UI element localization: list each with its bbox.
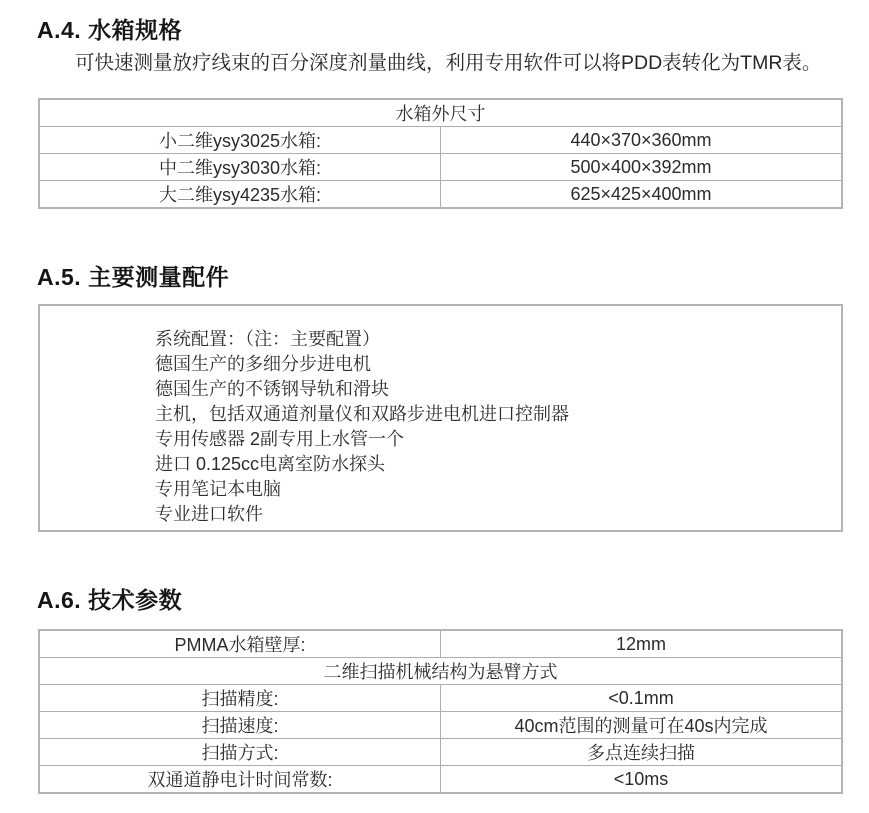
param-label-cell: 扫描精度: (39, 685, 441, 712)
tank-label-cell: 小二维ysy3025水箱: (39, 127, 441, 154)
param-value-cell: 多点连续扫描 (441, 739, 843, 766)
param-span-cell: 二维扫描机械结构为悬臂方式 (39, 658, 842, 685)
tank-value-cell: 440×370×360mm (441, 127, 843, 154)
param-value-cell: 40cm范围的测量可在40s内完成 (441, 712, 843, 739)
param-label-cell: 扫描方式: (39, 739, 441, 766)
table-header-cell: 水箱外尺寸 (39, 99, 842, 127)
table-row (39, 712, 842, 739)
section-heading-a5: A.5. 主要测量配件 (37, 264, 230, 290)
tank-label-cell: 中二维ysy3030水箱: (39, 154, 441, 181)
table-row (39, 154, 842, 181)
param-label-cell: 扫描速度: (39, 712, 441, 739)
table-row (39, 739, 842, 766)
list-item: 进口 0.125cc电离室防水探头 (155, 454, 386, 474)
table-header-row (39, 99, 842, 127)
list-item: 专业进口软件 (155, 504, 263, 524)
accessories-config-box (38, 304, 843, 532)
table-row (39, 630, 842, 658)
tank-value-cell: 500×400×392mm (441, 154, 843, 181)
table-row (39, 181, 842, 209)
list-item: 主机，包括双通道剂量仪和双路步进电机进口控制器 (155, 404, 569, 424)
tank-dimensions-table (38, 98, 843, 209)
table-row (39, 127, 842, 154)
list-item: 专用传感器 2副专用上水管一个 (155, 429, 405, 449)
section-heading-a4: A.4. 水箱规格 (37, 17, 183, 43)
param-label-cell: PMMA水箱壁厚: (39, 630, 441, 658)
param-label-cell: 双通道静电计时间常数: (39, 766, 441, 794)
list-item: 专用笔记本电脑 (155, 479, 281, 499)
section-a4-intro-text: 可快速测量放疗线束的百分深度剂量曲线，利用专用软件可以将PDD表转化为TMR表。 (75, 52, 822, 74)
tank-label-cell: 大二维ysy4235水箱: (39, 181, 441, 209)
table-row (39, 766, 842, 794)
technical-parameters-table (38, 629, 843, 794)
param-value-cell: <10ms (441, 766, 843, 794)
table-row (39, 685, 842, 712)
list-item: 德国生产的不锈钢导轨和滑块 (155, 379, 389, 399)
section-heading-a6: A.6. 技术参数 (37, 587, 183, 613)
list-item: 德国生产的多细分步进电机 (155, 354, 371, 374)
param-value-cell: <0.1mm (441, 685, 843, 712)
table-span-row (39, 658, 842, 685)
tank-value-cell: 625×425×400mm (441, 181, 843, 209)
param-value-cell: 12mm (441, 630, 843, 658)
list-item: 系统配置：（注：主要配置） (155, 329, 380, 349)
